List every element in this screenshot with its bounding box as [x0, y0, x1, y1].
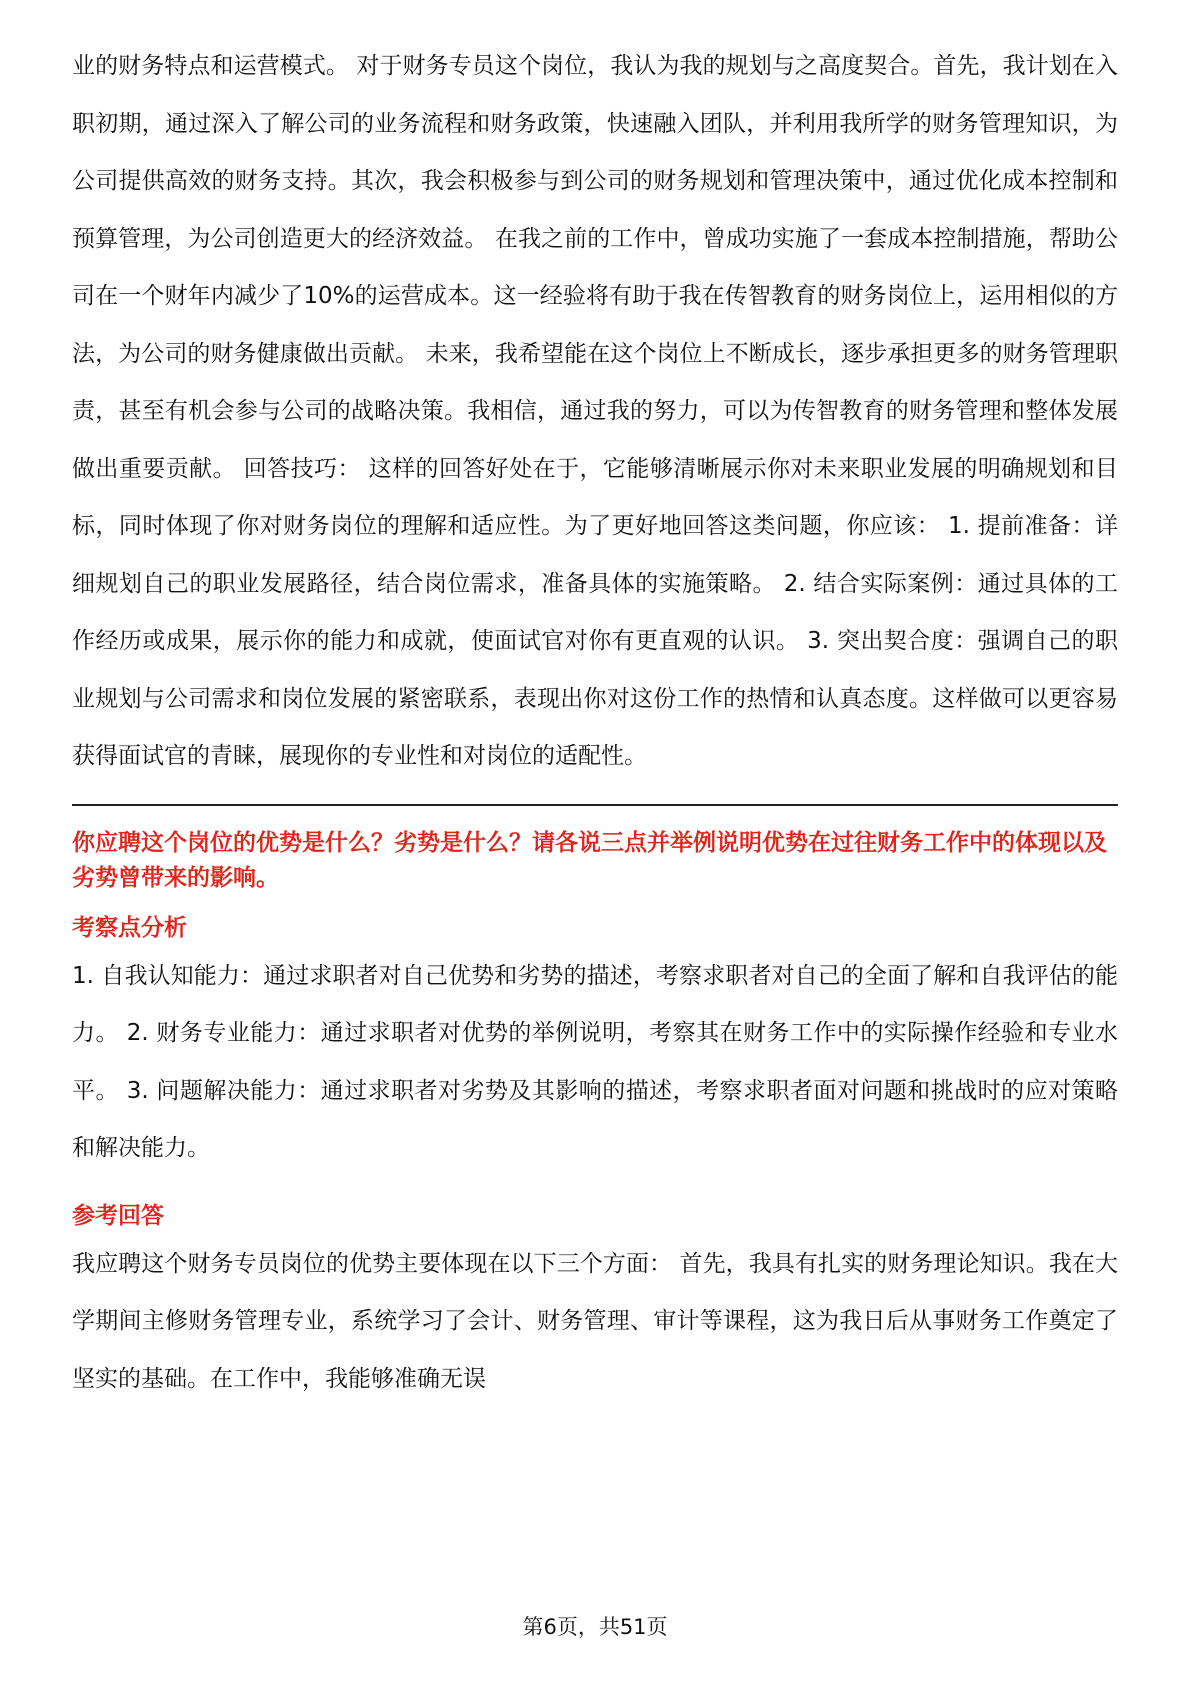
continuation-paragraph: 业的财务特点和运营模式。 对于财务专员这个岗位，我认为我的规划与之高度契合。首先，我计划在入职初期，通过深入了解公司的业务流程和财务政策，快速融入团队，并利用我所学的财务管理知识，为公司提供高效的财务支持。其次，我会积极参与到公司的财务规划和管理决策中，通过优化成本控制和预算管理，为公司创造更大的经济效益。 在我之前的工作中，曾成功实施了一套成本控制措施，帮助公司在一个财年内减少了10%的运营成本。这一经验将有助于我在传智教育的财务岗位上，运用相似的方法，为公司的财务健康做出贡献。 未来，我希望能在这个岗位上不断成长，逐步承担更多的财务管理职责，甚至有机会参与公司的战略决策。我相信，通过我的努力，可以为传智教育的财务管理和整体发展做出重要贡献。 回答技巧： 这样的回答好处在于，它能够清晰展示你对未来职业发展的明确规划和目标，同时体现了你对财务岗位的理解和适应性。为了更好地回答这类问题，你应该： 1. 提前准备：详细规划自己的职业发展路径，结合岗位需求，准备具体的实施策略。 2. 结合实际案例：通过具体的工作经历或成果，展示你的能力和成就，使面试官对你有更直观的认识。 3. 突出契合度：强调自己的职业规划与公司需求和岗位发展的紧密联系，表现出你对这份工作的热情和认真态度。这样做可以更容易获得面试官的青睐，展现你的专业性和对岗位的适配性。: [72, 53, 1118, 769]
answer-paragraph: 我应聘这个财务专员岗位的优势主要体现在以下三个方面： 首先，我具有扎实的财务理论知识。我在大学期间主修财务管理专业，系统学习了会计、财务管理、审计等课程，这为我日后从事财务工作奠定了坚实的基础。在工作中，我能够准确无误: [72, 1250, 1118, 1392]
document-body: [72, 38, 1118, 1408]
page-number: 第6页，共51页: [522, 1615, 668, 1639]
analysis-heading: 考察点分析: [72, 914, 187, 941]
interview-question: 你应聘这个岗位的优势是什么？劣势是什么？请各说三点并举例说明优势在过往财务工作中的体现以及劣势曾带来的影响。: [72, 829, 1107, 891]
section-divider: [72, 804, 1118, 806]
answer-heading: 参考回答: [72, 1202, 164, 1229]
analysis-paragraph: 1. 自我认知能力：通过求职者对自己优势和劣势的描述，考察求职者对自己的全面了解和自我评估的能力。 2. 财务专业能力：通过求职者对优势的举例说明，考察其在财务工作中的实际操作经验和专业水平。 3. 问题解决能力：通过求职者对劣势及其影响的描述，考察求职者面对问题和挑战时的应对策略和解决能力。: [72, 962, 1118, 1161]
